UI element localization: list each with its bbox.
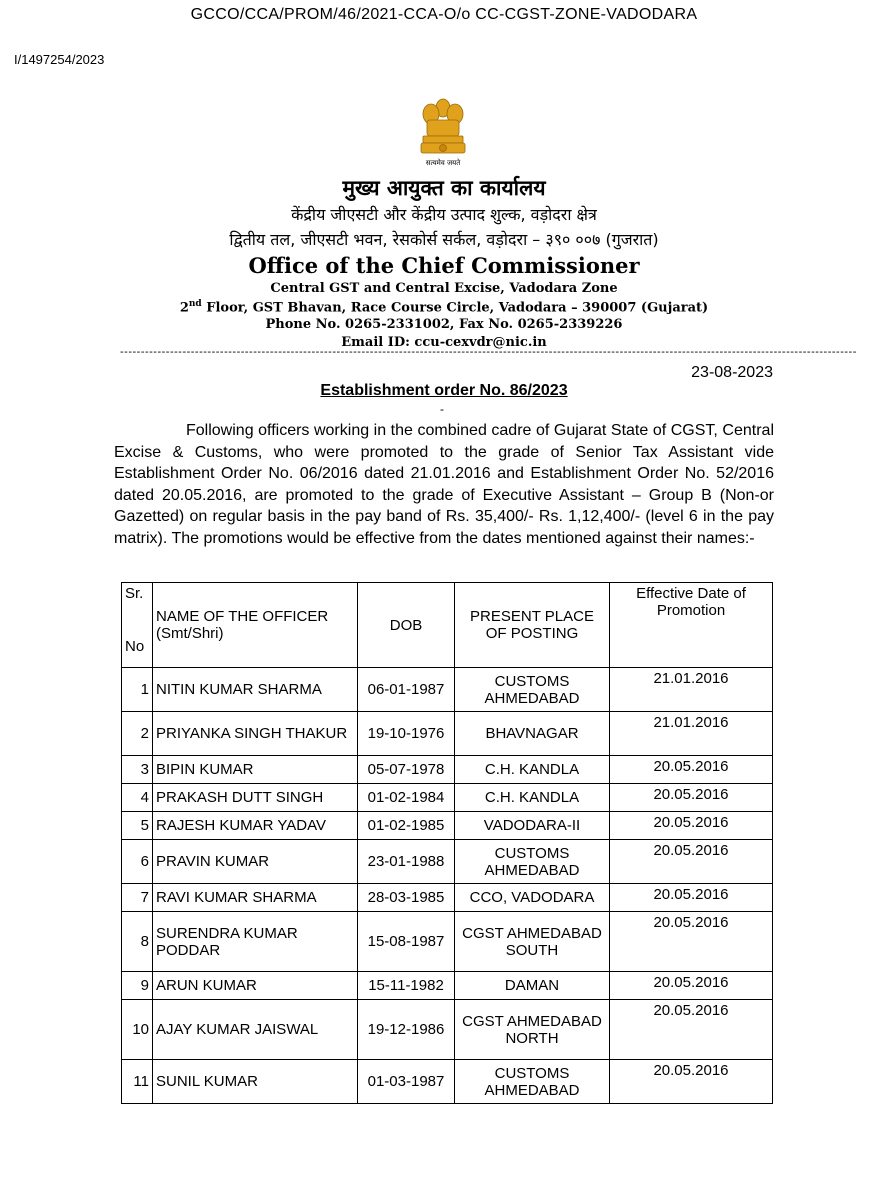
cell-dob: 15-08-1987 bbox=[358, 912, 455, 972]
cell-effective: 20.05.2016 bbox=[610, 912, 773, 972]
cell-sr: 6 bbox=[122, 840, 153, 884]
cell-place: CGST AHMEDABAD NORTH bbox=[455, 1000, 610, 1060]
address-floor: 2 bbox=[179, 300, 189, 316]
cell-name: ARUN KUMAR bbox=[153, 972, 358, 1000]
cell-place: C.H. KANDLA bbox=[455, 784, 610, 812]
table-row bbox=[122, 812, 773, 840]
cell-place: BHAVNAGAR bbox=[455, 712, 610, 756]
cell-dob: 05-07-1978 bbox=[358, 756, 455, 784]
table-row bbox=[122, 840, 773, 884]
cell-effective: 21.01.2016 bbox=[610, 712, 773, 756]
cell-place: DAMAN bbox=[455, 972, 610, 1000]
table-header-row bbox=[122, 583, 773, 668]
cell-name: PRAVIN KUMAR bbox=[153, 840, 358, 884]
address-floor-suffix: nd bbox=[188, 299, 202, 309]
table-row bbox=[122, 784, 773, 812]
table-row bbox=[122, 668, 773, 712]
separator-line: --------------------------------------------------------------------------------------------------------------------------------------------------------------------------------- bbox=[120, 346, 857, 358]
cell-place: CUSTOMS AHMEDABAD bbox=[455, 1060, 610, 1104]
cell-sr: 8 bbox=[122, 912, 153, 972]
cell-name: AJAY KUMAR JAISWAL bbox=[153, 1000, 358, 1060]
hindi-office-title: मुख्य आयुक्त का कार्यालय bbox=[342, 176, 546, 200]
cell-sr: 9 bbox=[122, 972, 153, 1000]
cell-place: CGST AHMEDABAD SOUTH bbox=[455, 912, 610, 972]
header-dob: DOB bbox=[358, 583, 455, 668]
phone-line: Phone No. 0265-2331002, Fax No. 0265-2339226 bbox=[265, 317, 623, 332]
cell-place: CCO, VADODARA bbox=[455, 884, 610, 912]
cell-sr: 7 bbox=[122, 884, 153, 912]
email-line: Email ID: ccu-cexvdr@nic.in bbox=[341, 335, 547, 350]
cell-dob: 23-01-1988 bbox=[358, 840, 455, 884]
order-mark: - bbox=[440, 402, 444, 416]
header-sr-bottom: No bbox=[125, 638, 145, 655]
cell-name: SURENDRA KUMAR PODDAR bbox=[153, 912, 358, 972]
cell-sr: 11 bbox=[122, 1060, 153, 1104]
cell-sr: 10 bbox=[122, 1000, 153, 1060]
cell-name: RAVI KUMAR SHARMA bbox=[153, 884, 358, 912]
cell-sr: 4 bbox=[122, 784, 153, 812]
cell-dob: 19-10-1976 bbox=[358, 712, 455, 756]
cell-dob: 01-03-1987 bbox=[358, 1060, 455, 1104]
cell-effective: 20.05.2016 bbox=[610, 756, 773, 784]
cell-dob: 15-11-1982 bbox=[358, 972, 455, 1000]
cell-place: VADODARA-II bbox=[455, 812, 610, 840]
cell-effective: 20.05.2016 bbox=[610, 972, 773, 1000]
table-row bbox=[122, 912, 773, 972]
cell-name: RAJESH KUMAR YADAV bbox=[153, 812, 358, 840]
cell-place: CUSTOMS AHMEDABAD bbox=[455, 668, 610, 712]
national-emblem-icon bbox=[412, 94, 474, 170]
cell-place: CUSTOMS AHMEDABAD bbox=[455, 840, 610, 884]
header-sr bbox=[122, 583, 153, 668]
header-place: PRESENT PLACE OF POSTING bbox=[455, 583, 610, 668]
cell-effective: 20.05.2016 bbox=[610, 1060, 773, 1104]
order-body: Following officers working in the combined cadre of Gujarat State of CGST, Central Excise & Customs, who were promoted to the grade of Senior Tax Assistant vide Establishment Order No. 06/2016 dated 21.01.2016 and Establishment Order No. 52/2016 dated 20.05.2016, are promoted to the grade of Executive Assistant – Group B (Non-or Gazetted) on regular basis in the pay band of Rs. 35,400/- Rs. 1,12,400/- (level 6 in the pay matrix). The promotions would be effective from the dates mentioned against their names:- bbox=[114, 422, 774, 547]
document-number: I/1497254/2023 bbox=[14, 52, 105, 67]
cell-dob: 01-02-1984 bbox=[358, 784, 455, 812]
cell-dob: 06-01-1987 bbox=[358, 668, 455, 712]
cell-effective: 20.05.2016 bbox=[610, 840, 773, 884]
cell-effective: 20.05.2016 bbox=[610, 784, 773, 812]
order-title: Establishment order No. 86/2023 bbox=[320, 382, 568, 399]
address-rest: Floor, GST Bhavan, Race Course Circle, Vadodara – 390007 (Gujarat) bbox=[201, 300, 709, 316]
cell-dob: 19-12-1986 bbox=[358, 1000, 455, 1060]
cell-dob: 01-02-1985 bbox=[358, 812, 455, 840]
order-date: 23-08-2023 bbox=[691, 364, 773, 381]
hindi-zone-line: केंद्रीय जीएसटी और केंद्रीय उत्पाद शुल्क, वड़ोदरा क्षेत्र bbox=[291, 205, 597, 224]
officers-table bbox=[121, 582, 773, 1104]
cell-effective: 20.05.2016 bbox=[610, 812, 773, 840]
cell-name: NITIN KUMAR SHARMA bbox=[153, 668, 358, 712]
header-sr-top: Sr. bbox=[125, 585, 144, 602]
table-row bbox=[122, 756, 773, 784]
cell-sr: 1 bbox=[122, 668, 153, 712]
cell-sr: 2 bbox=[122, 712, 153, 756]
header-name: NAME OF THE OFFICER (Smt/Shri) bbox=[153, 583, 358, 668]
file-reference: GCCO/CCA/PROM/46/2021-CCA-O/o CC-CGST-ZONE-VADODARA bbox=[190, 6, 698, 23]
header-effective: Effective Date of Promotion bbox=[610, 583, 773, 668]
hindi-address-line: द्वितीय तल, जीएसटी भवन, रेसकोर्स सर्कल, वड़ोदरा – ३९० ००७ (गुजरात) bbox=[229, 230, 659, 249]
cell-name: SUNIL KUMAR bbox=[153, 1060, 358, 1104]
cell-name: PRAKASH DUTT SINGH bbox=[153, 784, 358, 812]
address-line bbox=[0, 299, 888, 315]
cell-name: BIPIN KUMAR bbox=[153, 756, 358, 784]
table-row bbox=[122, 712, 773, 756]
table-row bbox=[122, 1060, 773, 1104]
cell-dob: 28-03-1985 bbox=[358, 884, 455, 912]
zone-line: Central GST and Central Excise, Vadodara Zone bbox=[270, 281, 618, 296]
cell-effective: 20.05.2016 bbox=[610, 1000, 773, 1060]
cell-effective: 20.05.2016 bbox=[610, 884, 773, 912]
cell-effective: 21.01.2016 bbox=[610, 668, 773, 712]
cell-sr: 5 bbox=[122, 812, 153, 840]
office-title: Office of the Chief Commissioner bbox=[248, 253, 640, 278]
cell-place: C.H. KANDLA bbox=[455, 756, 610, 784]
table-row bbox=[122, 884, 773, 912]
table-row bbox=[122, 1000, 773, 1060]
emblem-motto: सत्यमेव जयते bbox=[425, 159, 461, 167]
table-row bbox=[122, 972, 773, 1000]
cell-sr: 3 bbox=[122, 756, 153, 784]
cell-name: PRIYANKA SINGH THAKUR bbox=[153, 712, 358, 756]
